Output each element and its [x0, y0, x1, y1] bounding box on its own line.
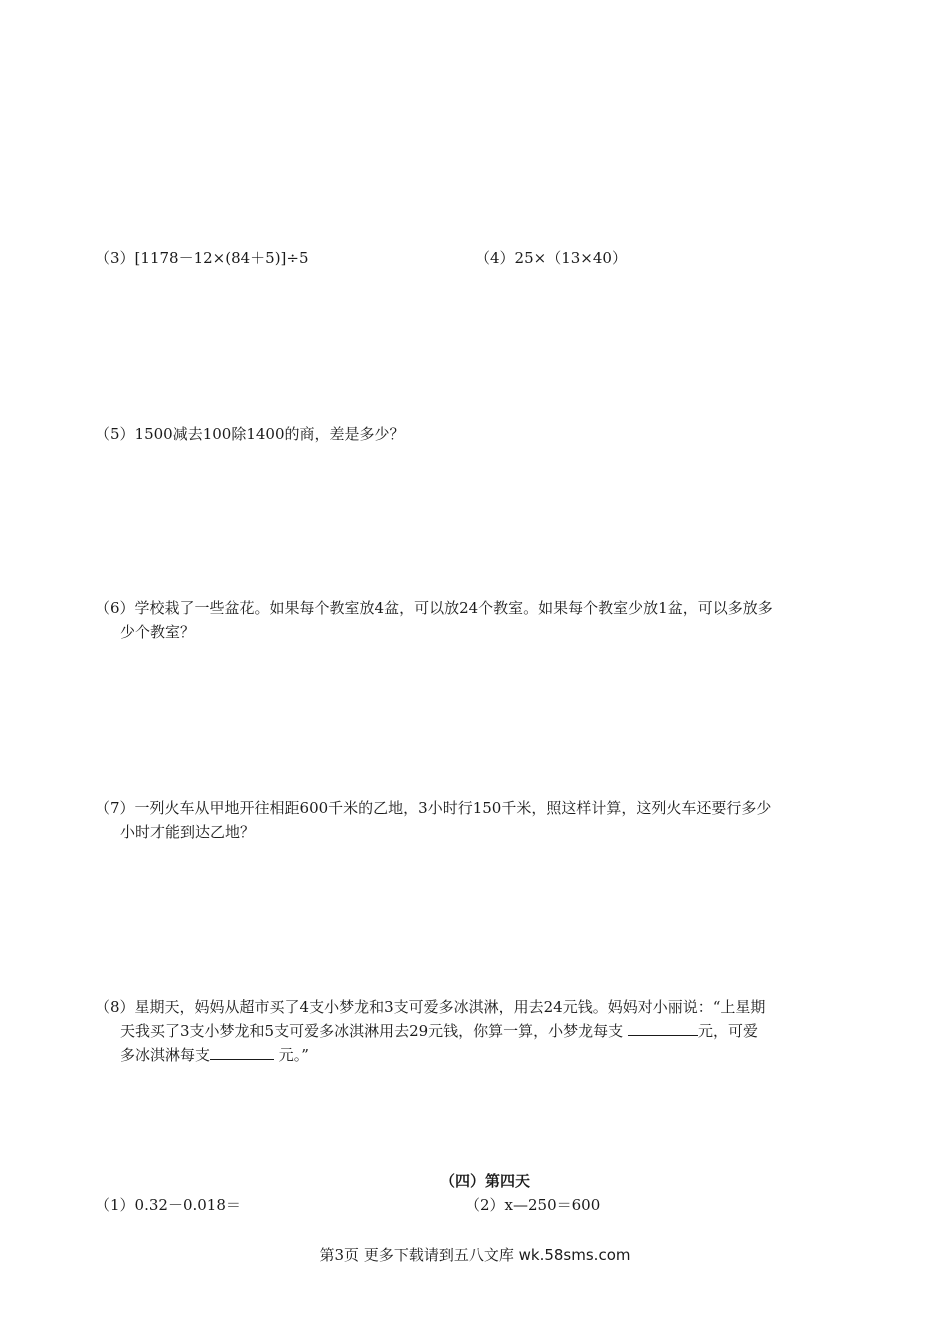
answer-blank-1[interactable]: [628, 1019, 698, 1036]
question-6-line-2: 少个教室？: [120, 623, 196, 641]
page-footer: [0, 1244, 950, 1265]
question-3: （3）[1178－12×(84＋5)]÷5: [95, 249, 309, 267]
section-4-question-2: （2）x—250＝600: [465, 1196, 601, 1214]
question-8-line-2: [95, 1019, 765, 1043]
question-4: （4）25×（13×40）: [475, 249, 627, 267]
question-7-line-2: 小时才能到达乙地？: [120, 823, 256, 841]
question-8: [95, 995, 765, 1067]
footer-text: 第3页 更多下载请到五八文库: [319, 1246, 514, 1264]
section-4-title: （四）第四天: [439, 1172, 530, 1190]
question-8-line-1: （8）星期天，妈妈从超市买了4支小梦龙和3支可爱多冰淇淋，用去24元钱。妈妈对小丽说：“上星期: [95, 998, 766, 1016]
question-8-line-3-text: 多冰淇淋每支: [120, 1046, 211, 1064]
question-6-line-1: （6）学校栽了一些盆花。如果每个教室放4盆，可以放24个教室。如果每个教室少放1盆，可以多放多: [95, 599, 773, 617]
question-8-line-3-end: 元。”: [274, 1046, 309, 1064]
question-5: （5）1500减去100除1400的商，差是多少？: [95, 425, 405, 443]
footer-site-link[interactable]: wk.58sms.com: [518, 1246, 631, 1264]
question-7: [95, 796, 771, 844]
question-6: [95, 596, 773, 644]
question-8-line-2-end: 元，可爱: [697, 1022, 758, 1040]
question-7-line-1: （7）一列火车从甲地开往相距600千米的乙地，3小时行150千米，照这样计算，这列火车还要行多少: [95, 799, 772, 817]
question-8-line-2-text: 天我买了3支小梦龙和5支可爱多冰淇淋用去29元钱，你算一算，小梦龙每支: [120, 1022, 628, 1040]
section-4-question-1: （1）0.32－0.018＝: [95, 1196, 241, 1214]
question-8-line-3: [95, 1043, 765, 1067]
answer-blank-2[interactable]: [210, 1043, 274, 1060]
